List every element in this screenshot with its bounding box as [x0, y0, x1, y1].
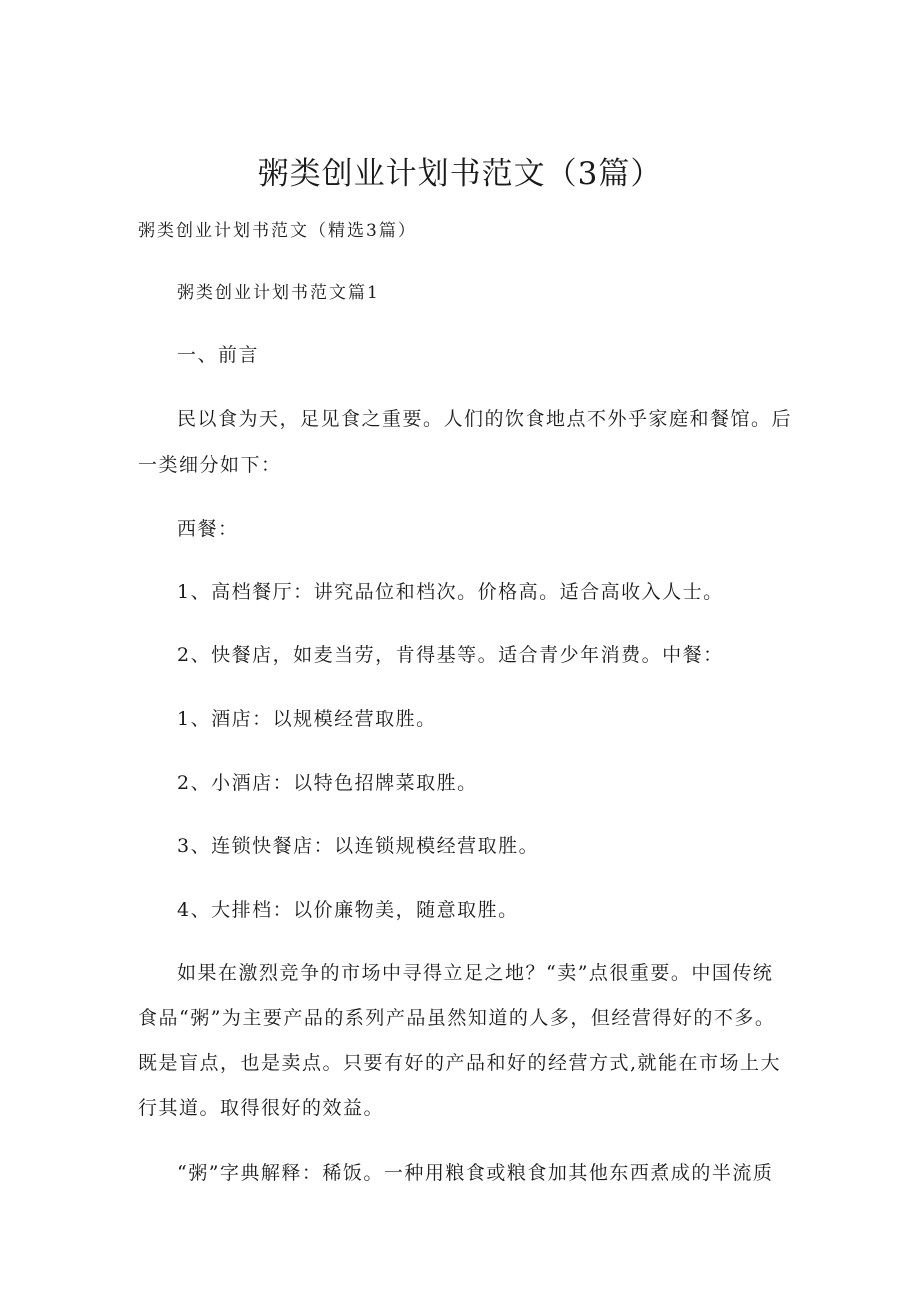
paragraph-line: 行其道。取得很好的效益。 — [138, 1097, 385, 1119]
paragraph-line: 既是盲点，也是卖点。只要有好的产品和好的经营方式,就能在市场上大 — [138, 1052, 782, 1074]
section-heading: 一、前言 — [177, 344, 260, 366]
list-item: 2、小酒店：以特色招牌菜取胜。 — [177, 772, 478, 794]
list-item: 1、高档餐厅：讲究品位和档次。价格高。适合高收入人士。 — [177, 581, 724, 603]
paragraph-line: 如果在激烈竞争的市场中寻得立足之地？“卖”点很重要。中国传统 — [177, 962, 774, 984]
paragraph-line: 民以食为天，足见食之重要。人们的饮食地点不外乎家庭和餐馆。后 — [177, 408, 793, 430]
paragraph-line: 西餐： — [177, 518, 239, 540]
paragraph-line: 食品“粥”为主要产品的系列产品虽然知道的人多，但经营得好的不多。 — [138, 1007, 776, 1029]
list-item: 1、酒店：以规模经营取胜。 — [177, 708, 437, 730]
list-item: 3、连锁快餐店：以连锁规模经营取胜。 — [177, 835, 540, 857]
list-item: 4、大排档：以价廉物美，随意取胜。 — [177, 899, 519, 921]
paragraph-line: “粥”字典解释：稀饭。一种用粮食或粮食加其他东西煮成的半流质 — [177, 1162, 774, 1184]
paragraph-line: 一类细分如下： — [138, 454, 282, 476]
document-subtitle: 粥类创业计划书范文（精选3篇） — [138, 221, 417, 241]
list-item: 2、快餐店，如麦当劳，肯得基等。适合青少年消费。中餐： — [177, 644, 724, 666]
document-title: 粥类创业计划书范文（3篇） — [257, 156, 663, 192]
chapter-heading: 粥类创业计划书范文篇1 — [177, 283, 380, 303]
